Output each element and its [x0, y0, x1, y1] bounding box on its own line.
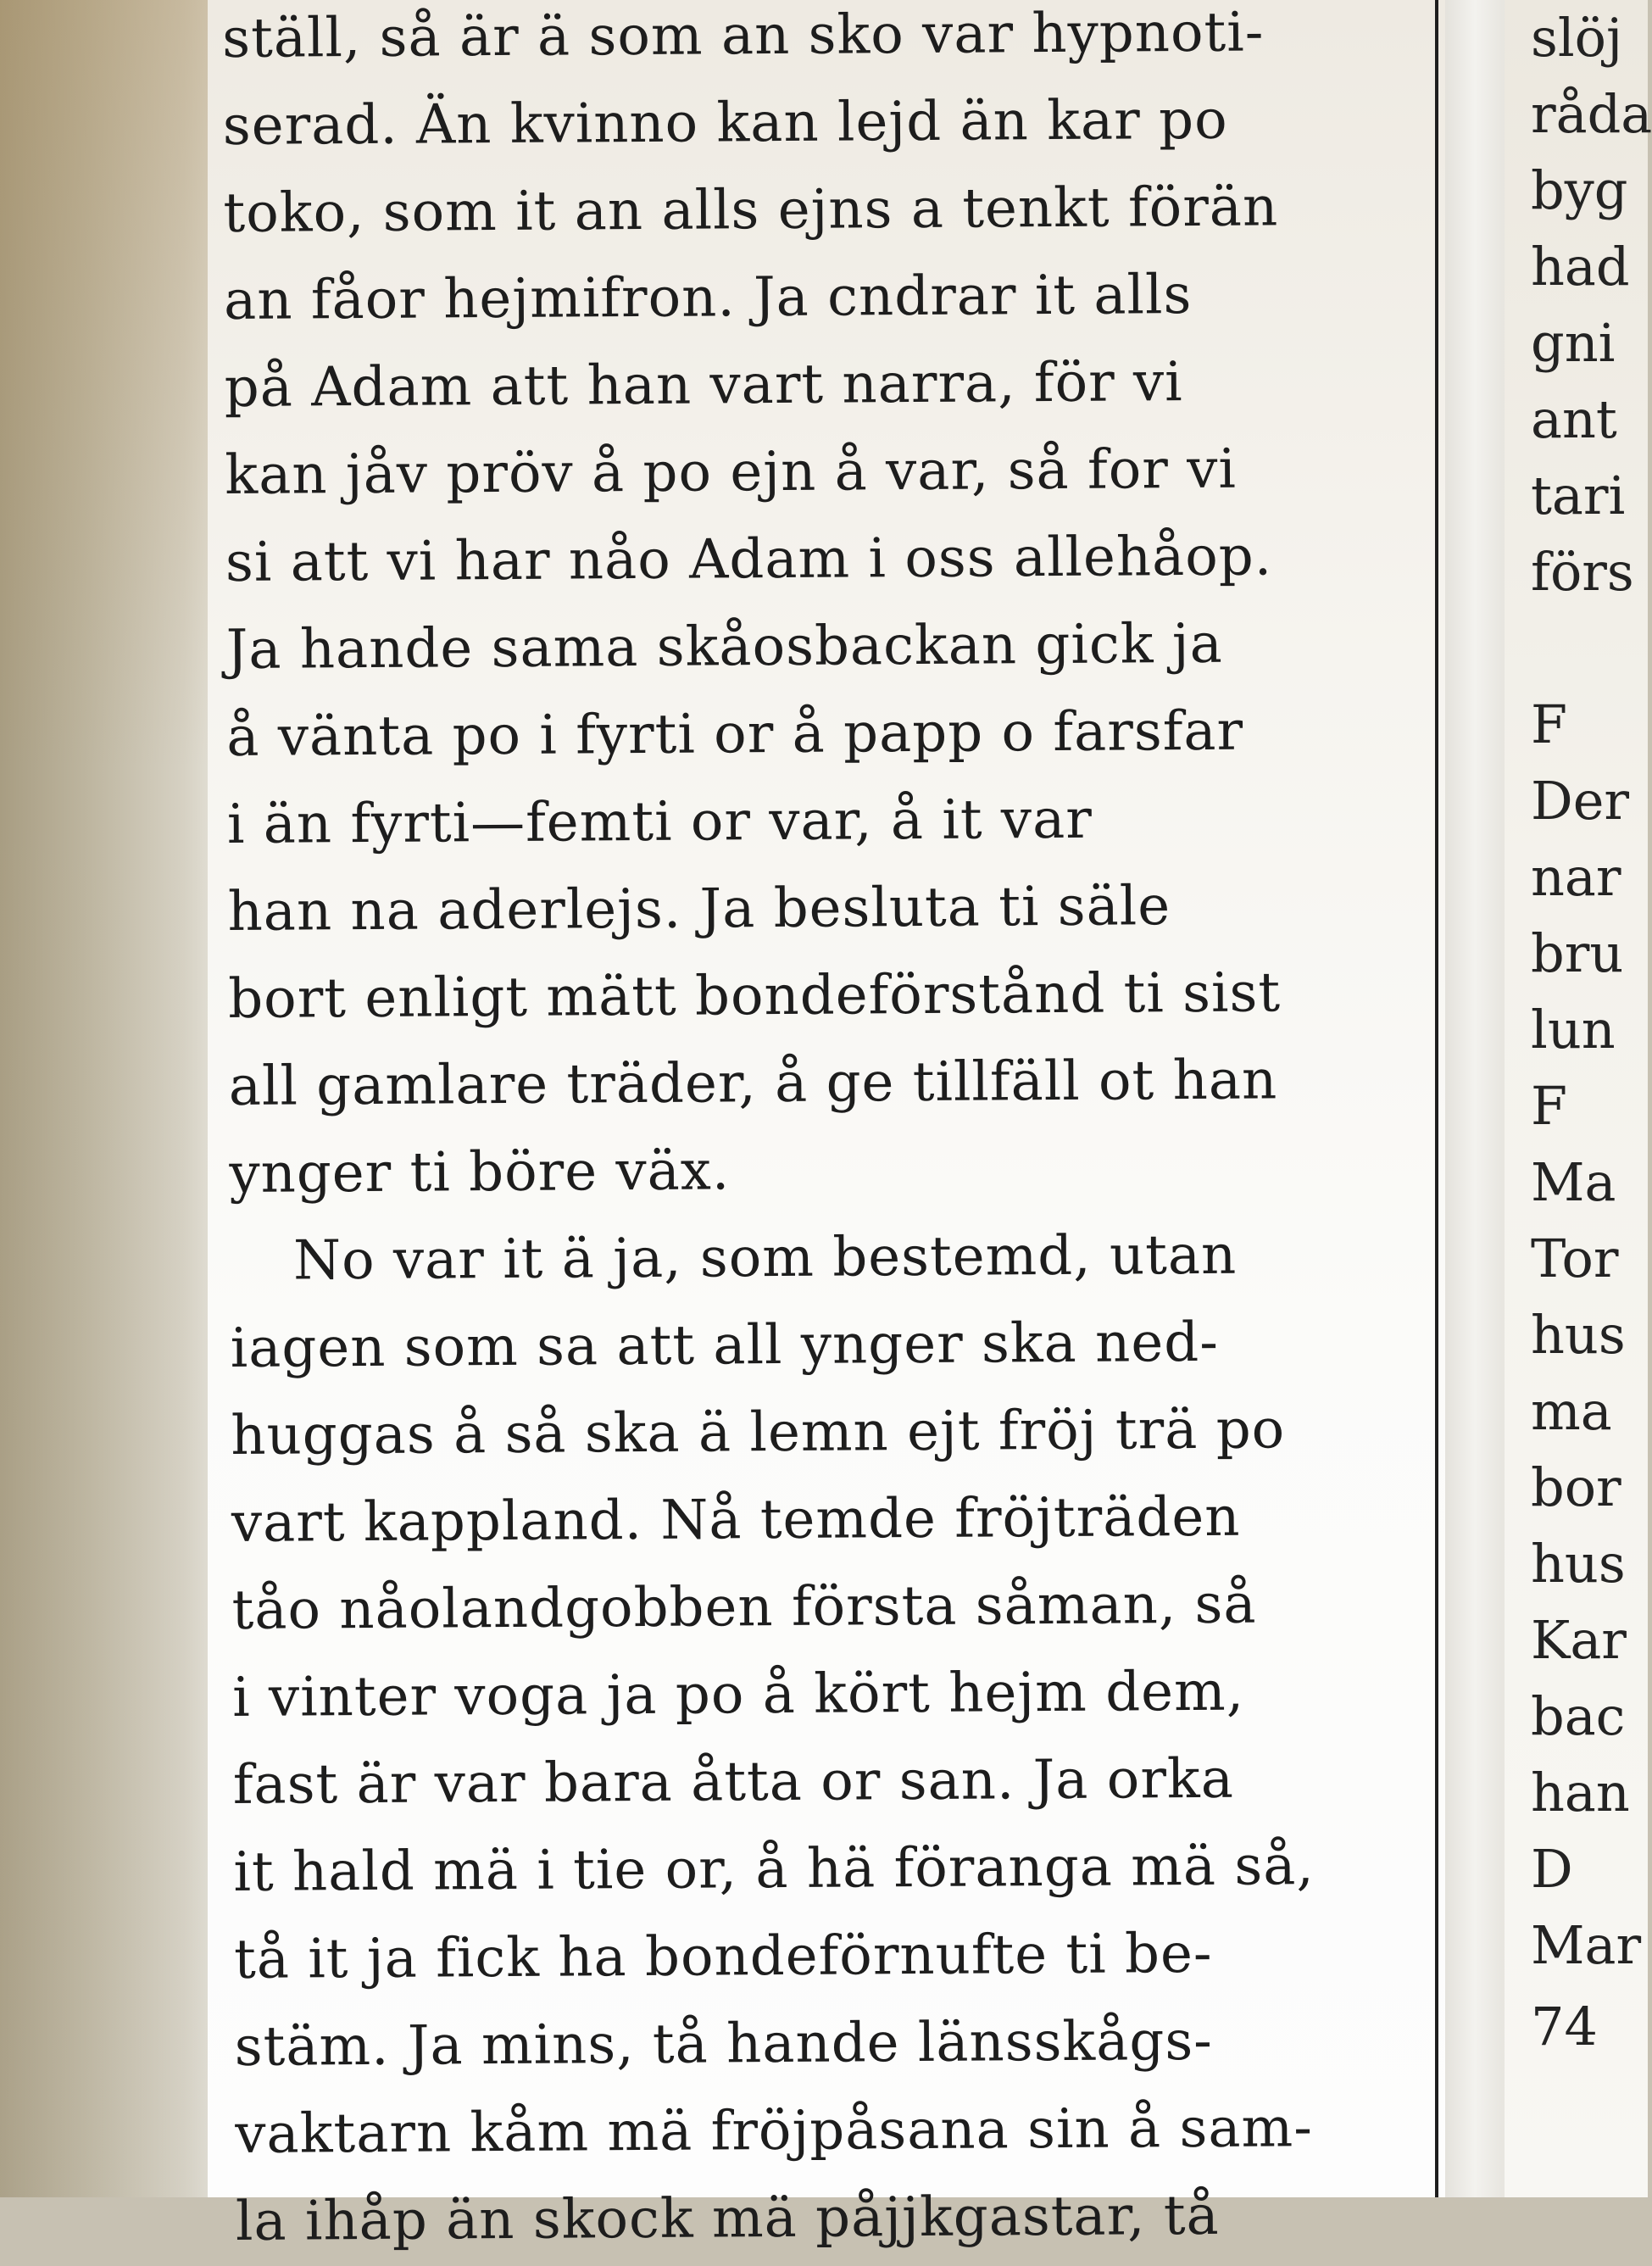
article-text — [222, 0, 1456, 2253]
side-text-line: Kar — [1531, 1609, 1627, 1671]
side-text-line: hus — [1531, 1304, 1626, 1366]
side-text-line: bac — [1531, 1685, 1626, 1747]
text-line: ynger ti böre väx. — [229, 1139, 731, 1205]
text-line: stäm. Ja mins, tå hande länsskågs- — [234, 2009, 1214, 2079]
side-text-line: bor — [1531, 1456, 1621, 1518]
text-line: an fåor hejmifron. Ja cndrar it alls — [223, 264, 1193, 332]
side-text-line: F — [1531, 693, 1568, 755]
side-text-line: Der — [1531, 770, 1630, 832]
side-column-text — [1531, 0, 1652, 2197]
left-shadow-area — [0, 0, 216, 2197]
text-line: på Adam att han vart narra, för vi — [224, 351, 1183, 420]
side-text-line: D — [1531, 1838, 1573, 1900]
side-text-line: had — [1531, 236, 1630, 298]
side-text-line: hus — [1531, 1533, 1626, 1595]
text-line: iagen som sa att all ynger ska ned- — [230, 1311, 1220, 1380]
text-line: fast är var bara åtta or san. Ja orka — [232, 1747, 1235, 1817]
side-text-line: tari — [1531, 465, 1626, 526]
side-text-line: Tor — [1531, 1228, 1619, 1289]
side-text-line: ma — [1531, 1380, 1612, 1442]
text-line: i än fyrti—femti or var, å it var — [226, 788, 1093, 856]
text-line: tå it ja fick ha bondeförnufte ti be- — [233, 1922, 1213, 1991]
side-text-line: Ma — [1531, 1151, 1616, 1213]
text-line: it hald mä i tie or, å hä föranga mä så, — [233, 1835, 1315, 1904]
text-line: tåo nåolandgobben första såman, så — [231, 1573, 1257, 1642]
side-text-line: Mar — [1531, 1914, 1642, 1976]
side-text-line: ant — [1531, 388, 1617, 450]
side-text-line: förs — [1531, 541, 1634, 603]
side-text-line — [1531, 610, 1649, 687]
text-line: serad. Än kvinno kan lejd än kar po — [222, 88, 1228, 158]
text-line: No var it ä ja, som bestemd, utan — [292, 1223, 1238, 1293]
text-line: bort enligt mätt bondeförstånd ti sist — [227, 961, 1282, 1031]
text-line: i vinter voga ja po å kört hejm dem, — [232, 1660, 1245, 1729]
side-text-line: gni — [1531, 312, 1616, 374]
side-text-line: lun — [1531, 999, 1616, 1061]
text-line: toko, som it an alls ejns a tenkt förän — [223, 175, 1279, 245]
side-text-line: slöj — [1531, 7, 1623, 69]
text-line: Ja hande sama skåosbackan gick ja — [225, 612, 1224, 682]
text-line: å vänta po i fyrti or å papp o farsfar — [226, 699, 1244, 769]
side-text-line: råda — [1531, 83, 1652, 145]
text-line: ställ, så är ä som an sko var hypnoti- — [222, 1, 1265, 70]
page-gutter — [1445, 0, 1505, 2197]
side-text-line: bru — [1531, 922, 1624, 984]
side-text-line: han — [1531, 1762, 1630, 1823]
side-text-line: F — [1531, 1075, 1568, 1137]
text-line: la ihåp än skock mä påjjkgastar, tå — [235, 2184, 1220, 2253]
text-line: kan jåv pröv å po ejn å var, så for vi — [225, 437, 1238, 507]
text-line: vart kappland. Nå temde fröjträden — [231, 1485, 1241, 1555]
text-line: huggas å så ska ä lemn ejt fröj trä po — [231, 1398, 1286, 1467]
text-line: si att vi har nåo Adam i oss allehåop. — [225, 525, 1273, 594]
text-line: vaktarn kåm mä fröjpåsana sin å sam- — [235, 2096, 1314, 2166]
side-text-line: byg — [1531, 159, 1628, 221]
side-text-line: nar — [1531, 846, 1621, 908]
text-line: han na aderlejs. Ja besluta ti säle — [227, 875, 1171, 944]
text-line: all gamlare träder, å ge tillfäll ot han — [228, 1049, 1278, 1118]
page-number: 74 — [1531, 1996, 1598, 2057]
